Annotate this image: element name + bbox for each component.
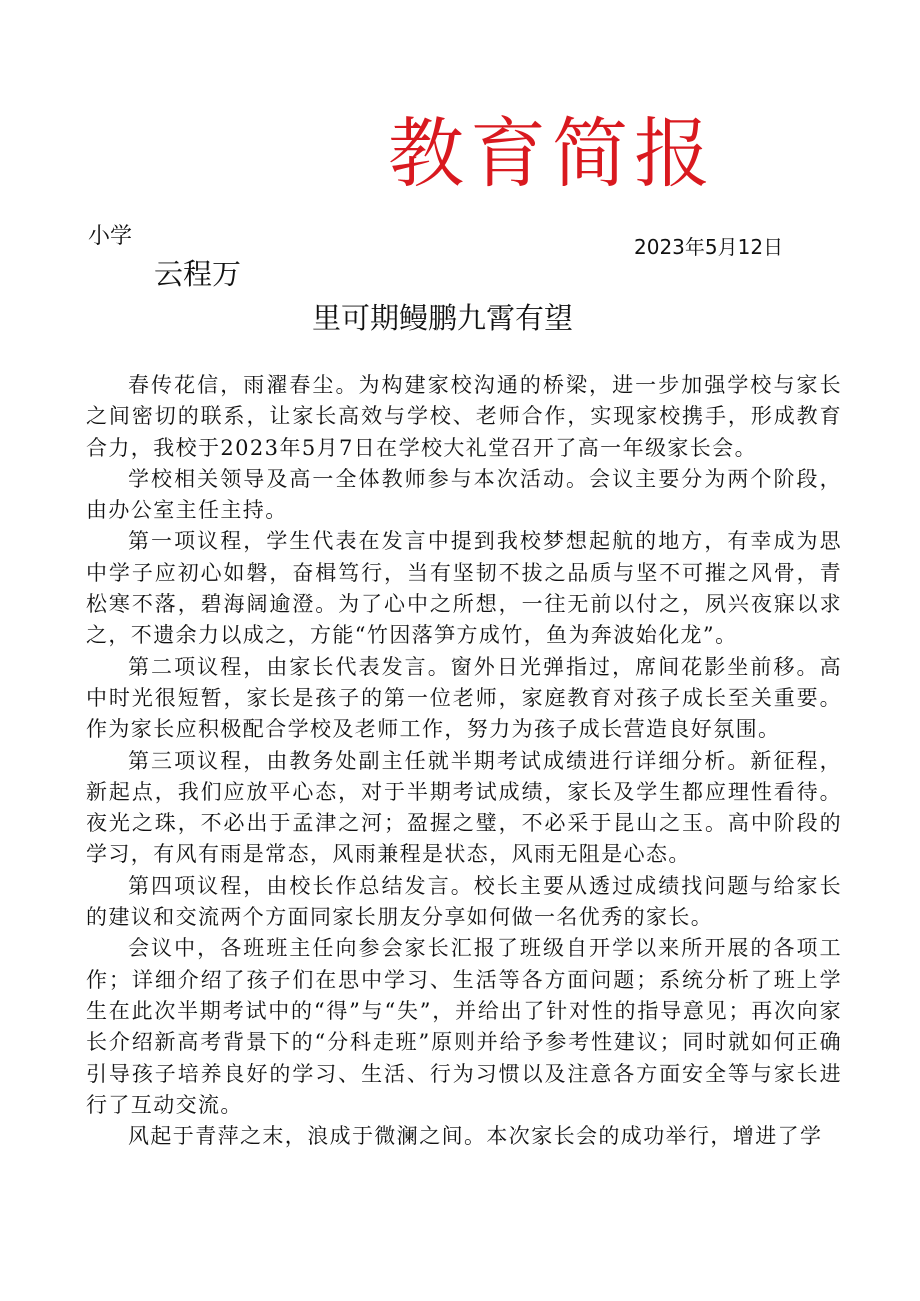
paragraph-intro: 春传花信，雨濯春尘。为构建家校沟通的桥梁，进一步加强学校与家长之间密切的联系，让家长高效与学校、老师合作，实现家校携手，形成教育合力，我校于2023年5月7日在学校大礼堂召开了高一年级家长会。 <box>86 373 842 460</box>
masthead-title: 教育简报 <box>388 109 716 198</box>
article-body <box>86 370 842 1152</box>
paragraph-closing: 风起于青萍之末，浪成于微澜之间。本次家长会的成功举行，增进了学 <box>128 1124 823 1149</box>
school-name: 小学 <box>88 224 133 249</box>
paragraph-agenda-1: 第一项议程，学生代表在发言中提到我校梦想起航的地方，有幸成为思中学子应初心如磐，奋楫笃行，当有坚韧不拔之品质与坚不可摧之风骨，青松寒不落，碧海阔逾澄。为了心中之所想，一往无前以付之，夙兴夜寐以求之，不遗余力以成之，方能“竹因落笋方成竹，鱼为奔波始化龙”。 <box>86 529 842 648</box>
issue-date: 2023年5月12日 <box>634 235 784 259</box>
article-title-line-2: 里可期鳗鹏九霄有望 <box>312 301 574 335</box>
paragraph-agenda-4: 第四项议程，由校长作总结发言。校长主要从透过成绩找问题与给家长的建议和交流两个方面同家长朋友分享如何做一名优秀的家长。 <box>86 873 842 930</box>
paragraph-class-meetings: 会议中，各班班主任向参会家长汇报了班级自开学以来所开展的各项工作；详细介绍了孩子们在思中学习、生活等各方面问题；系统分析了班上学生在此次半期考试中的“得”与“失”，并给出了针对性的指导意见；再次向家长介绍新高考背景下的“分科走班”原则并给予参考性建议；同时就如何正确引导孩子培养良好的学习、生活、行为习惯以及注意各方面安全等与家长进行了互动交流。 <box>86 936 842 1117</box>
paragraph-participants: 学校相关领导及高一全体教师参与本次活动。会议主要分为两个阶段，由办公室主任主持。 <box>86 466 842 523</box>
paragraph-agenda-3: 第三项议程，由教务处副主任就半期考试成绩进行详细分析。新征程，新起点，我们应放平心态，对于半期考试成绩，家长及学生都应理性看待。夜光之珠，不必出于孟津之河；盈握之璧，不必采于昆山之玉。高中阶段的学习，有风有雨是常态，风雨兼程是状态，风雨无阻是心态。 <box>86 748 842 867</box>
article-title-line-1: 云程万 <box>154 257 242 291</box>
paragraph-agenda-2: 第二项议程，由家长代表发言。窗外日光弹指过，席间花影坐前移。高中时光很短暂，家长是孩子的第一位老师，家庭教育对孩子成长至关重要。作为家长应积极配合学校及老师工作，努力为孩子成长营造良好氛围。 <box>86 654 842 742</box>
